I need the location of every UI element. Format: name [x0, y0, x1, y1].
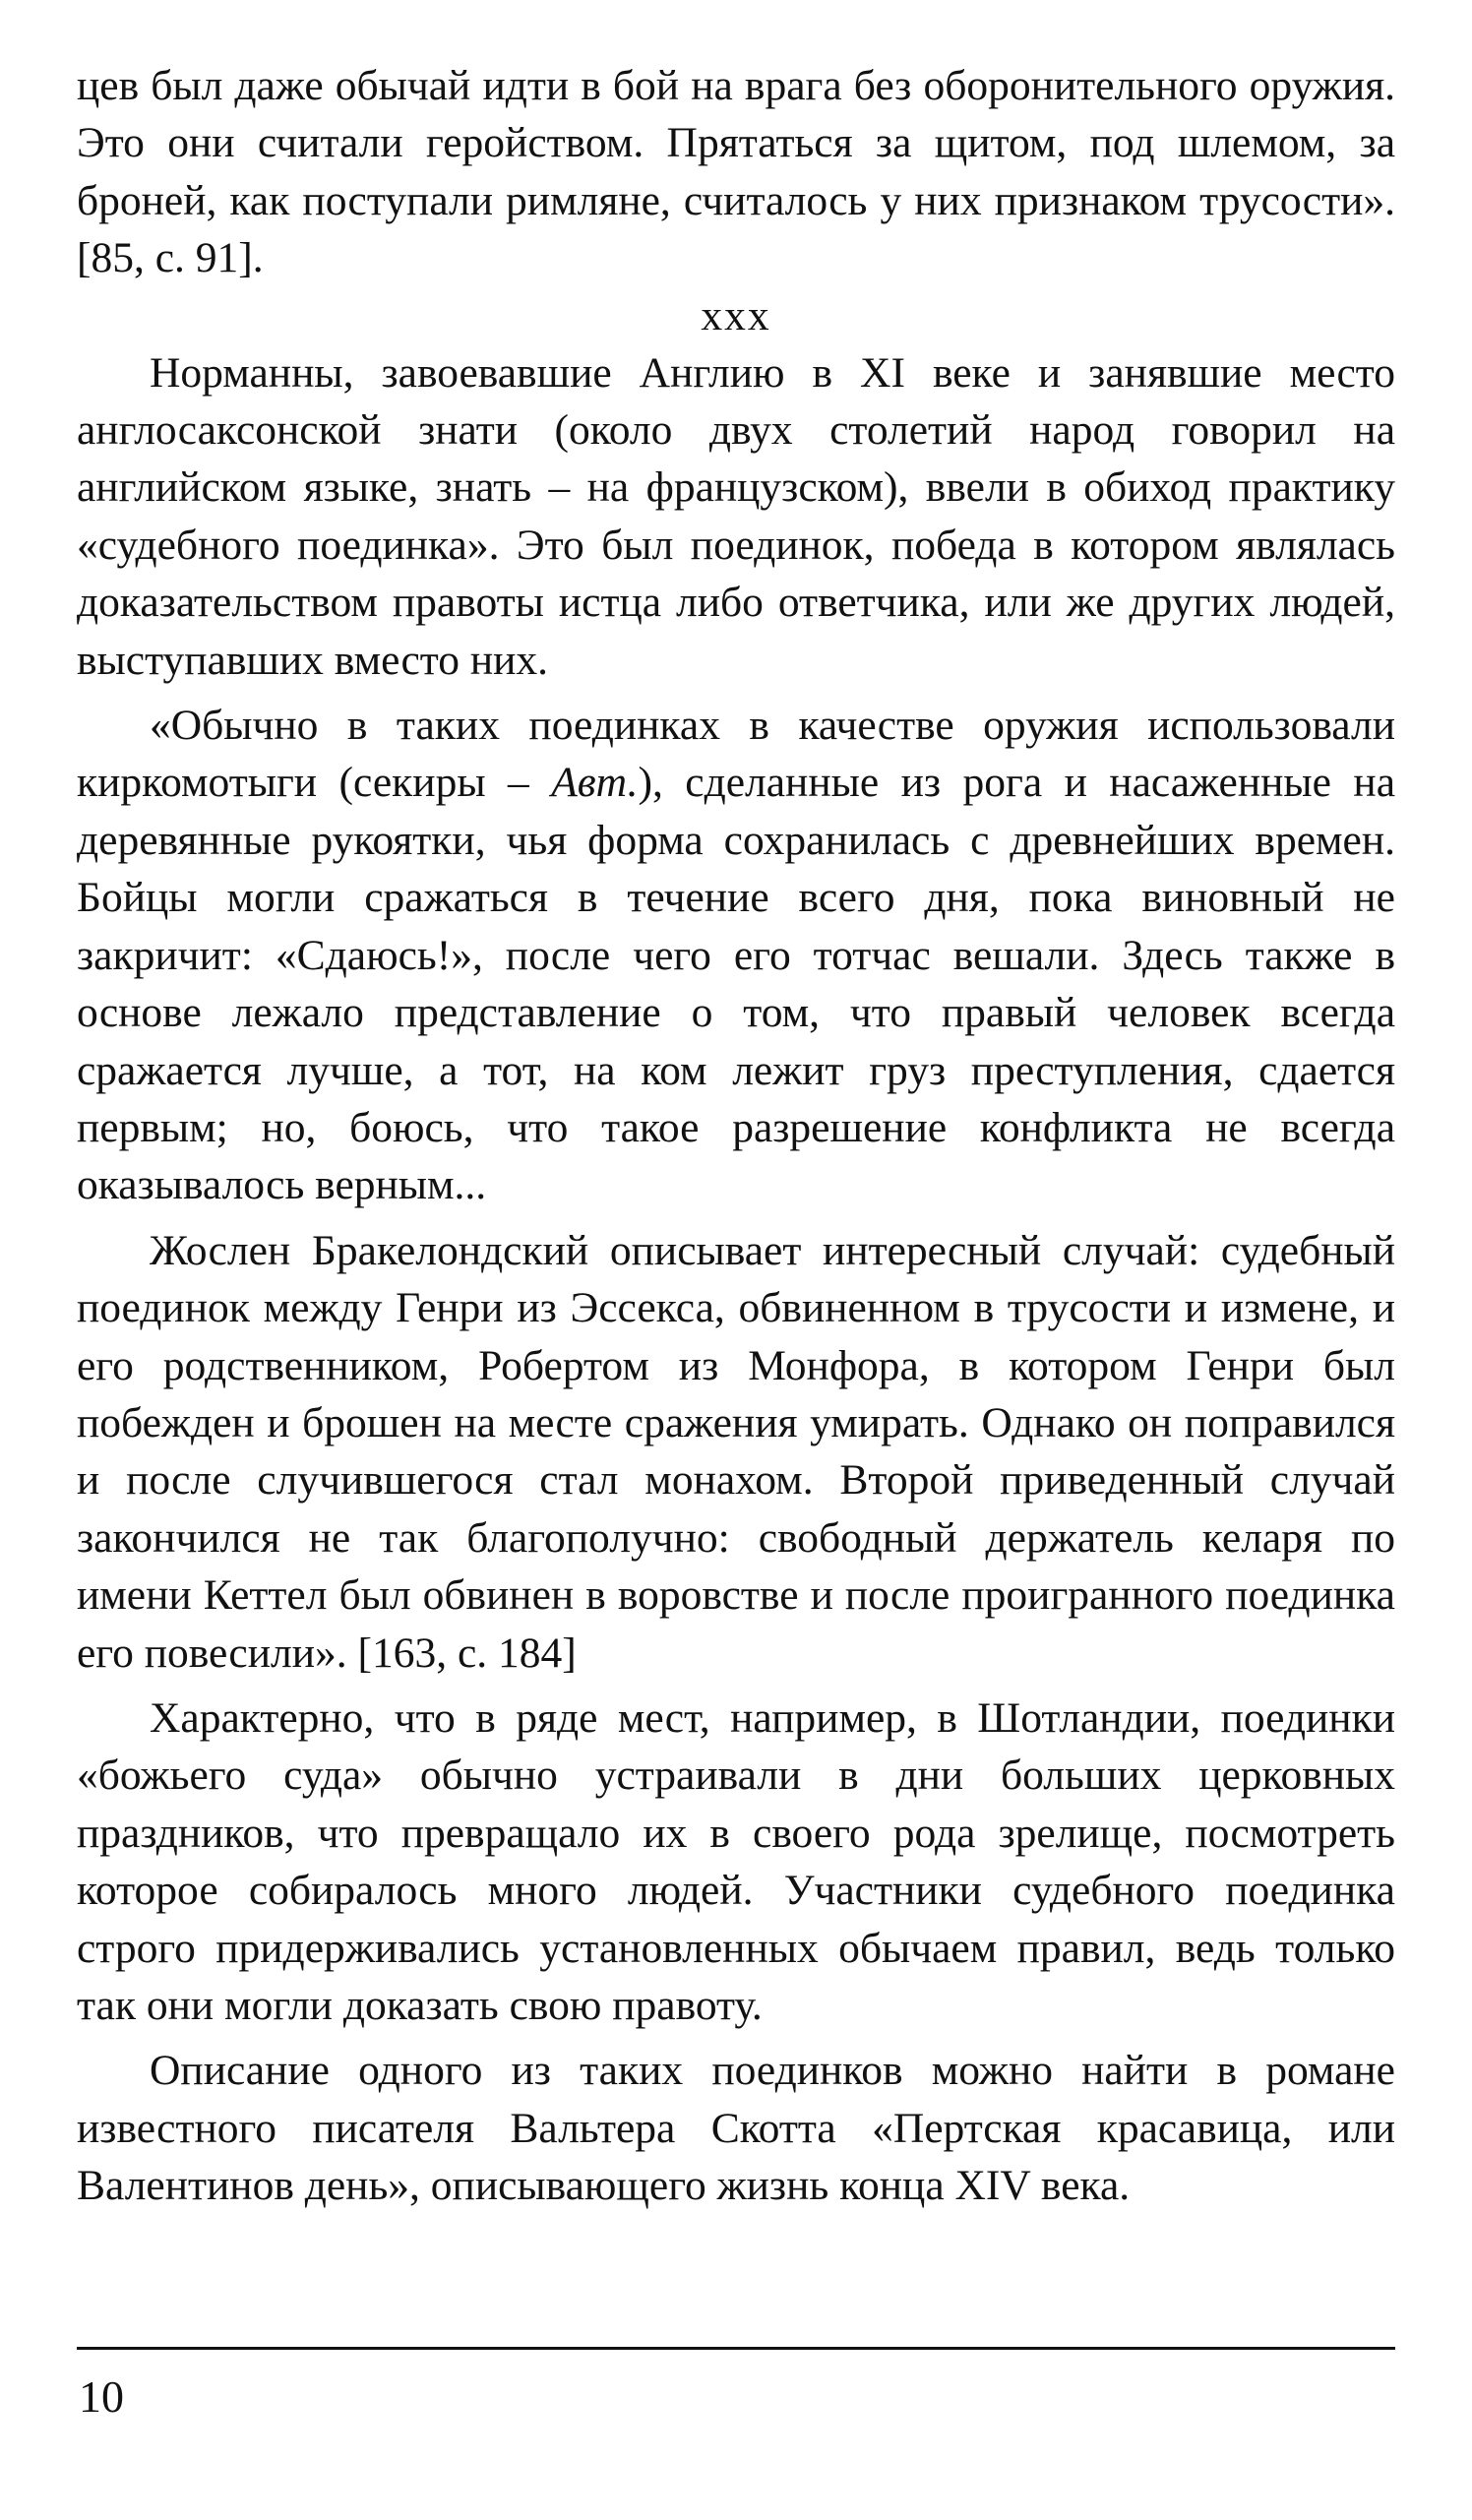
paragraph-scotland: Характерно, что в ряде мест, например, в Шотландии, поединки «божьего суда» обычно устраивали в дни больших церковных праздников, что превращало их в своего рода зрелище, посмотреть которое собиралось много людей. Участники судебного поединка строго придерживались установленных обычаем правил, ведь только так они могли доказать свою правоту.: [77, 1693, 1395, 2029]
page-body: [77, 57, 1395, 2215]
author-note: Авт.: [551, 759, 639, 807]
paragraph-walter-scott: Описание одного из таких поединков можно найти в романе известного писателя Вальтера Скотта «Пертская красавица, или Валентинов день», описывающего жизнь конца XIV века.: [77, 2047, 1395, 2210]
page-number: 10: [79, 2371, 124, 2422]
section-separator: xxx: [701, 291, 771, 339]
paragraph-normans: Норманны, завоевавшие Англию в XI веке и занявшие место англосаксонской знати (около двух столетий народ говорил на английском языке, знать – на французском), ввели в обиход практику «судебного поединка». Это был поединок, победа в котором являлась доказательством правоты истца либо ответчика, или же других людей, выступавших вместо них.: [77, 348, 1395, 684]
paragraph-jocelin: Жослен Бракелондский описывает интересный случай: судебный поединок между Генри из Эссекса, обвиненном в трусости и измене, и его родственником, Робертом из Монфора, в котором Генри был побежден и брошен на месте сражения умирать. Однако он поправился и после случившегося стал монахом. Второй приведенный случай закончился не так благополучно: свободный держатель келаря по имени Кеттел был обвинен в воровстве и после проигранного поединка его повесили». [163, с. 184]: [77, 1226, 1395, 1677]
paragraph-continuation: цев был даже обычай идти в бой на врага без оборонительного оружия. Это они считали геройством. Прятаться за щитом, под шлемом, за броней, как поступали римляне, считалось у них признаком трусости». [85, с. 91].: [77, 62, 1395, 282]
paragraph-quote-weapons: [77, 697, 1395, 1214]
quote-text-after: ), сделанные из рога и насаженные на деревянные рукоятки, чья форма сохранилась с древнейших времен. Бойцы могли сражаться в течение всего дня, пока виновный не закричит: «Сдаюсь!», после чего его тотчас вешали. Здесь также в основе лежало представление о том, что правый человек всегда сражается лучше, а тот, на ком лежит груз преступления, сдается первым; но, боюсь, что такое разрешение конфликта не всегда оказывалось верным...: [77, 759, 1395, 1209]
footer-divider: [77, 2347, 1395, 2350]
quote-text-before: «Обычно в таких поединках в качестве оружия использовали киркомотыги (секиры –: [77, 702, 1395, 807]
